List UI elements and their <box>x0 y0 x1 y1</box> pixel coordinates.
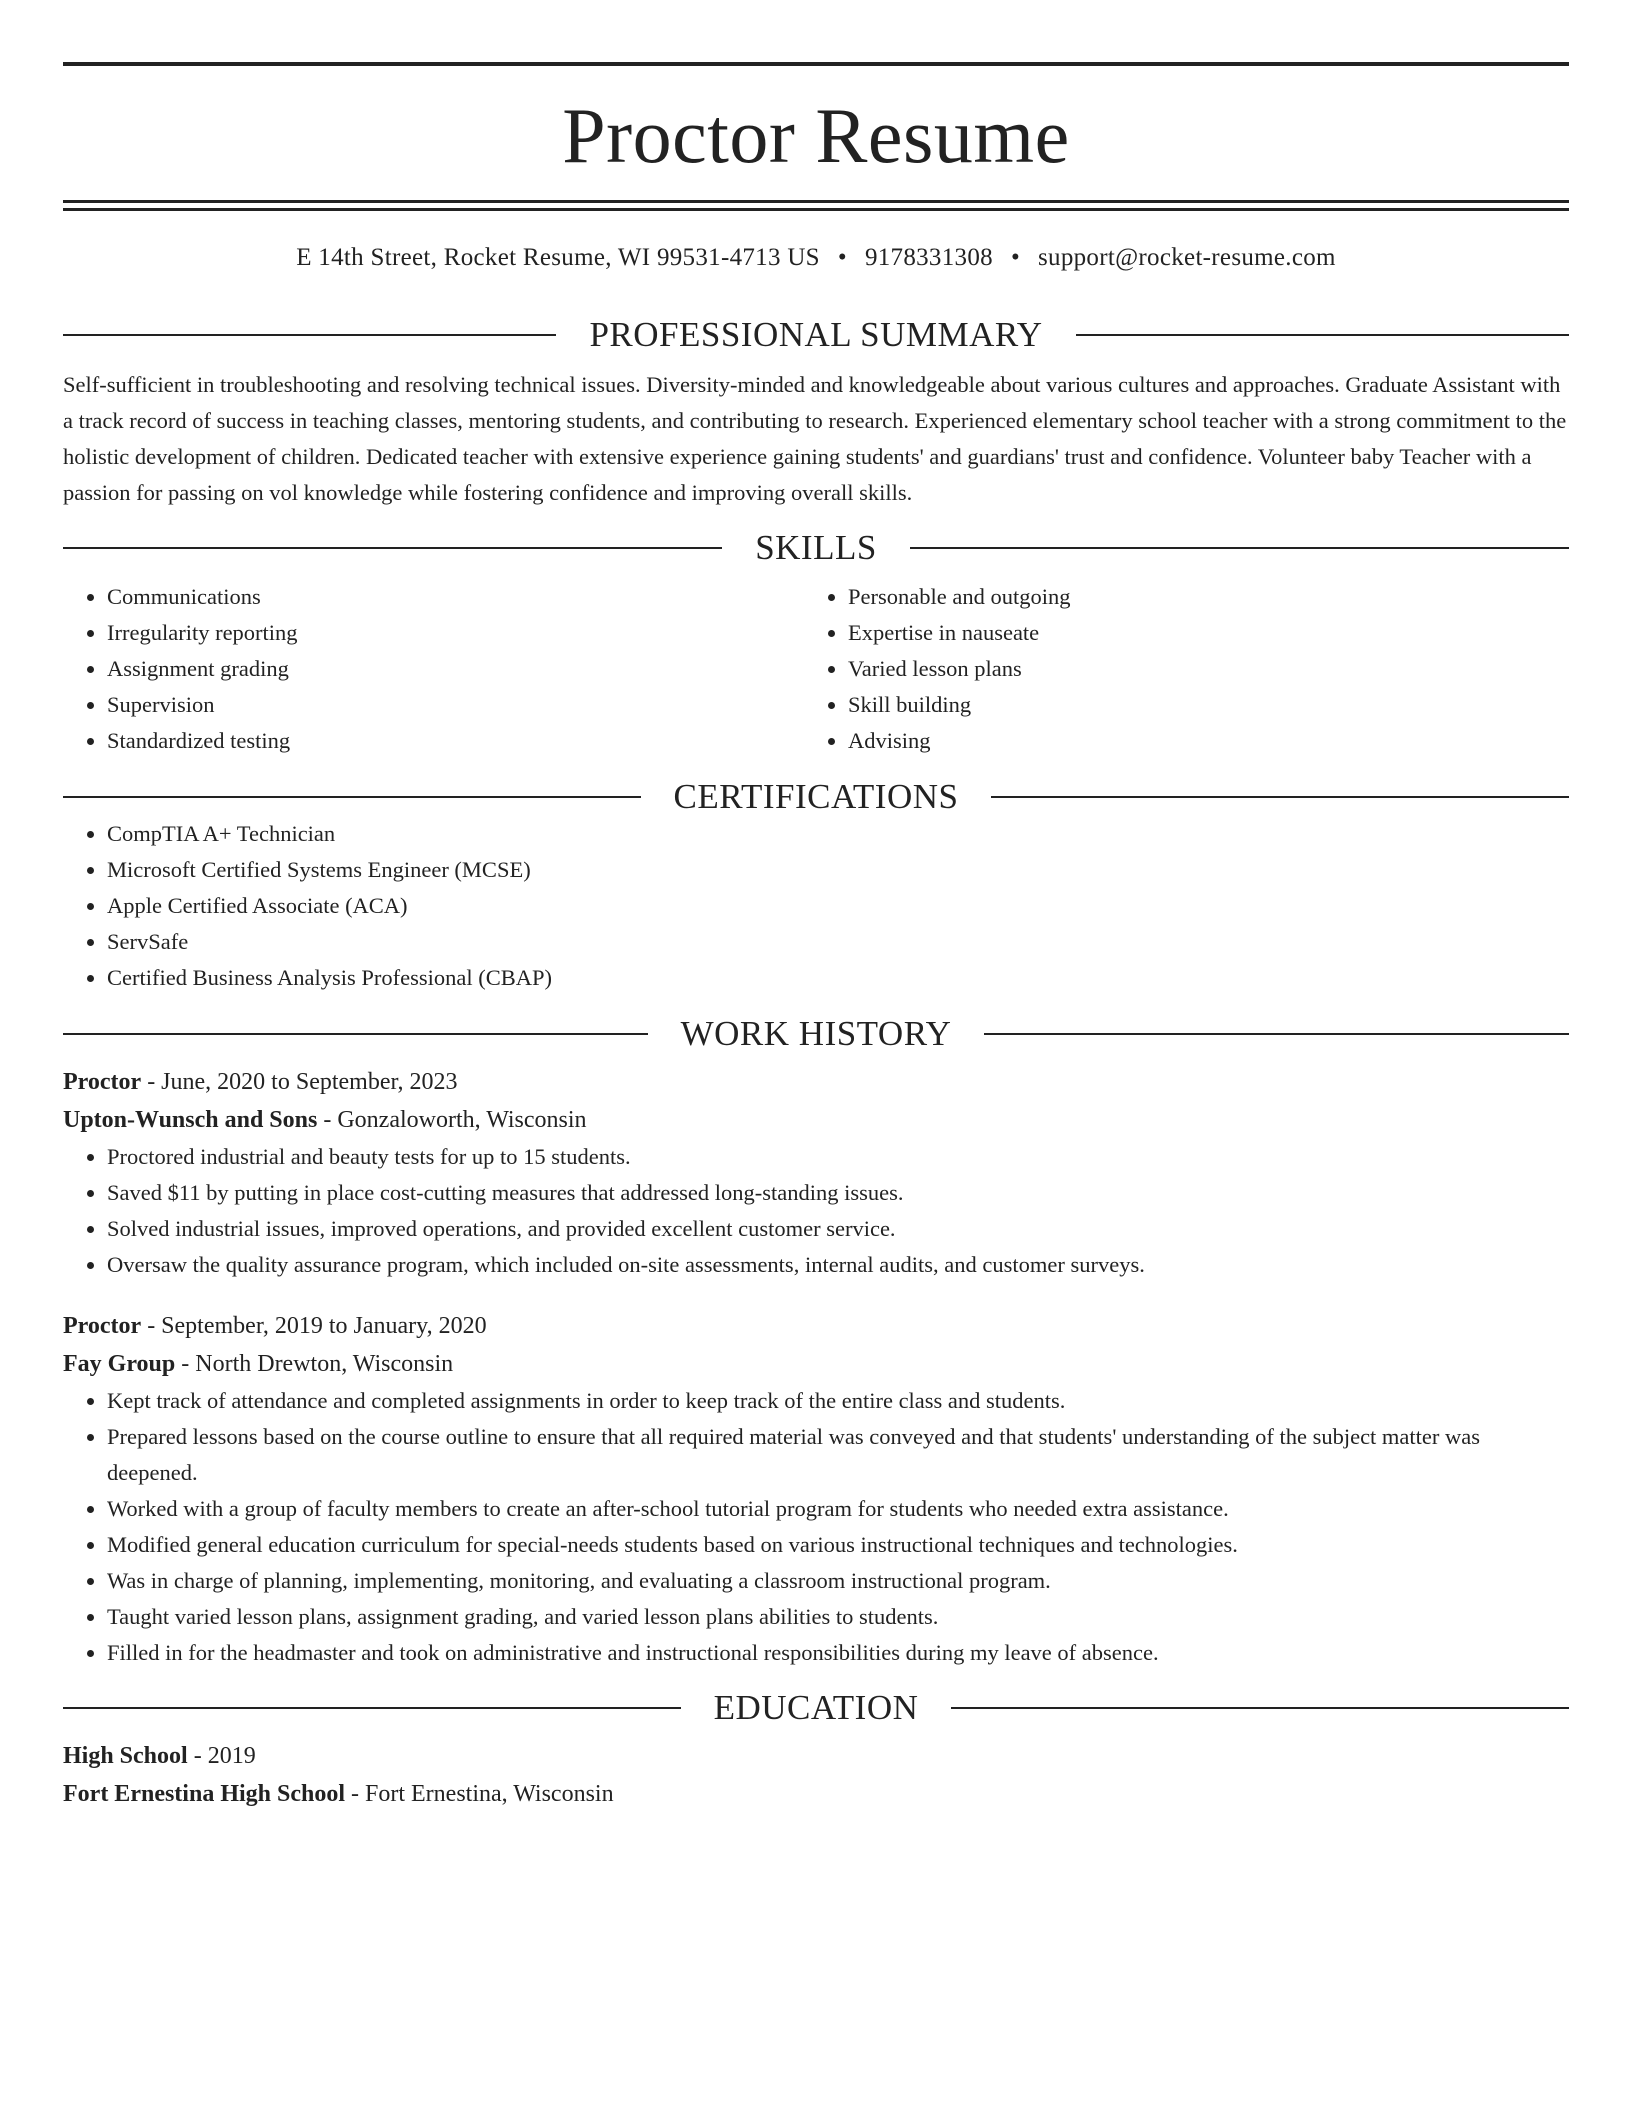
skill-item: • Personable and outgoing <box>848 579 1070 615</box>
certification-item: • Microsoft Certified Systems Engineer (MCSE) <box>107 852 1569 888</box>
resume-title: Proctor Resume <box>562 92 1070 179</box>
heading-rule <box>63 547 722 549</box>
skill-item: • Advising <box>848 723 1070 759</box>
job-bullet: • Prepared lessons based on the course outline to ensure that all required material was conveyed and that students' understanding of the subject matter was deepened. <box>107 1419 1569 1491</box>
job-bullet: • Kept track of attendance and completed assignments in order to keep track of the entire class and students. <box>107 1383 1569 1419</box>
skill-item: • Skill building <box>848 687 1070 723</box>
contact-line <box>63 245 1569 270</box>
job-title-line <box>63 1307 1569 1345</box>
job-bullet: • Solved industrial issues, improved operations, and provided excellent customer service. <box>107 1211 1569 1247</box>
skill-item: • Expertise in nauseate <box>848 615 1070 651</box>
job-bullet: • Saved $11 by putting in place cost-cutting measures that addressed long-standing issues. <box>107 1175 1569 1211</box>
education-school: Fort Ernestina High School <box>63 1781 346 1807</box>
section-title: PROFESSIONAL SUMMARY <box>589 315 1043 354</box>
section-title: SKILLS <box>755 528 877 567</box>
contact-separator: • <box>1010 244 1020 271</box>
job-entry <box>63 1063 1569 1283</box>
job-bullet: • Modified general education curriculum for special-needs students based on various instructional techniques and technologies. <box>107 1527 1569 1563</box>
job-title: Proctor <box>63 1313 142 1339</box>
skills-column-right <box>804 579 1070 759</box>
contact-email[interactable]: support@rocket-resume.com <box>1038 244 1336 271</box>
heading-rule <box>63 796 641 798</box>
heading-rule <box>1076 334 1569 336</box>
heading-rule <box>910 547 1569 549</box>
skills-column-left <box>63 579 804 759</box>
education-entry <box>63 1737 1569 1813</box>
heading-rule <box>984 1033 1569 1035</box>
skill-item: • Supervision <box>107 687 804 723</box>
job-title-line <box>63 1063 1569 1101</box>
job-company-line <box>63 1101 1569 1139</box>
job-bullet: • Was in charge of planning, implementing, monitoring, and evaluating a classroom instructional program. <box>107 1563 1569 1599</box>
job-bullet: • Worked with a group of faculty members to create an after-school tutorial program for students who needed extra assistance. <box>107 1491 1569 1527</box>
section-title: WORK HISTORY <box>680 1014 952 1053</box>
section-heading-work-history <box>63 1015 1569 1053</box>
job-bullet: • Oversaw the quality assurance program, which included on-site assessments, internal audits, and customer surveys. <box>107 1247 1569 1283</box>
certification-item: • CompTIA A+ Technician <box>107 816 1569 852</box>
job-location: - Gonzaloworth, Wisconsin <box>317 1107 587 1133</box>
heading-rule <box>63 1707 681 1709</box>
job-bullets <box>63 1383 1569 1671</box>
education-degree: High School <box>63 1743 188 1769</box>
heading-rule <box>951 1707 1569 1709</box>
education-location: - Fort Ernestina, Wisconsin <box>345 1781 614 1807</box>
job-company-line <box>63 1345 1569 1383</box>
certification-item: • Apple Certified Associate (ACA) <box>107 888 1569 924</box>
job-bullet: • Proctored industrial and beauty tests for up to 15 students. <box>107 1139 1569 1175</box>
job-location: - North Drewton, Wisconsin <box>175 1351 454 1377</box>
job-dates: - September, 2019 to January, 2020 <box>141 1313 487 1339</box>
section-heading-education <box>63 1689 1569 1727</box>
skill-item: • Irregularity reporting <box>107 615 804 651</box>
heading-rule <box>991 796 1569 798</box>
top-rule <box>63 62 1569 66</box>
job-company: Fay Group <box>63 1351 176 1377</box>
heading-rule <box>63 334 556 336</box>
skills-grid <box>63 579 1569 759</box>
job-entry <box>63 1307 1569 1671</box>
skill-item: • Communications <box>107 579 804 615</box>
job-dates: - June, 2020 to September, 2023 <box>141 1069 458 1095</box>
certification-item: • Certified Business Analysis Professional (CBAP) <box>107 960 1569 996</box>
skill-item: • Assignment grading <box>107 651 804 687</box>
contact-phone[interactable]: 9178331308 <box>864 244 993 271</box>
heading-rule <box>63 1033 648 1035</box>
job-bullet: • Filled in for the headmaster and took on administrative and instructional responsibilities during my leave of absence. <box>107 1635 1569 1671</box>
education-degree-line <box>63 1737 1569 1775</box>
summary-text: Self-sufficient in troubleshooting and resolving technical issues. Diversity-minded and knowledgeable about various cultures and approaches. Graduate Assistant with a track record of success in teaching classes, mentoring students, and contributing to research. Experienced elementary school teacher with a strong commitment to the holistic development of children. Dedicated teacher with extensive experience gaining students' and guardians' trust and confidence. Volunteer baby Teacher with a passion for passing on vol knowledge while fostering confidence and improving overall skills. <box>63 372 1567 505</box>
job-company: Upton-Wunsch and Sons <box>63 1107 318 1133</box>
section-heading-certifications <box>63 778 1569 816</box>
certification-item: • ServSafe <box>107 924 1569 960</box>
contact-separator: • <box>837 244 847 271</box>
education-school-line <box>63 1775 1569 1813</box>
job-bullets <box>63 1139 1569 1283</box>
education-year: - 2019 <box>187 1743 256 1769</box>
contact-address: E 14th Street, Rocket Resume, WI 99531-4713 US <box>296 244 820 271</box>
section-heading-skills <box>63 529 1569 567</box>
job-title: Proctor <box>63 1069 142 1095</box>
section-title: CERTIFICATIONS <box>673 777 959 816</box>
job-bullet: • Taught varied lesson plans, assignment grading, and varied lesson plans abilities to students. <box>107 1599 1569 1635</box>
section-heading-summary <box>63 316 1569 354</box>
certifications-list <box>63 816 1569 996</box>
skill-item: • Varied lesson plans <box>848 651 1070 687</box>
section-title: EDUCATION <box>713 1688 919 1727</box>
skill-item: • Standardized testing <box>107 723 804 759</box>
title-double-rule <box>63 200 1569 211</box>
